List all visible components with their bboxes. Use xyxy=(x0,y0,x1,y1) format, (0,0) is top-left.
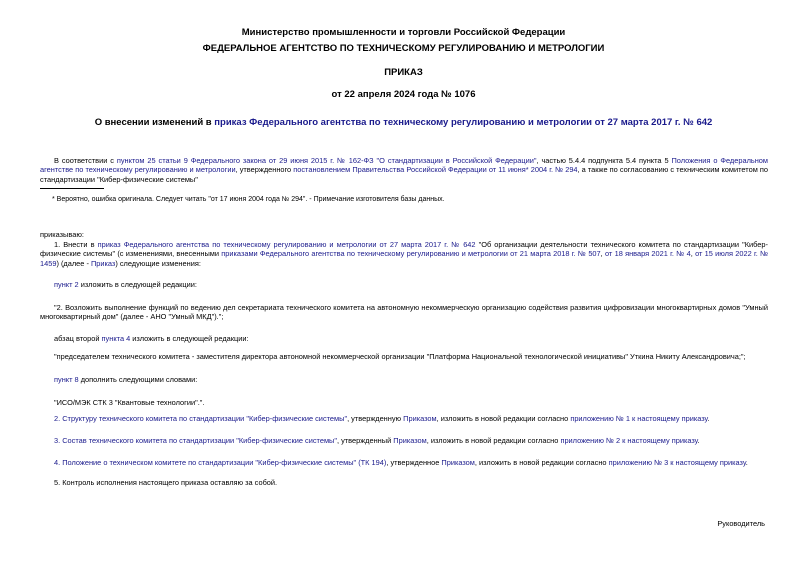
item3-link-prikaz[interactable]: Приказом xyxy=(393,436,427,445)
signature-title: Руководитель xyxy=(717,519,765,528)
sub-item-1 xyxy=(54,280,197,289)
item2-link-prikaz[interactable]: Приказом xyxy=(403,414,437,423)
footnote-divider xyxy=(40,188,104,189)
item-2 xyxy=(54,414,710,423)
item1-text-d: , xyxy=(690,249,696,259)
item4-link-prikaz[interactable]: Приказом xyxy=(441,458,475,467)
item3-text-b: , изложить в новой редакции согласно xyxy=(426,436,561,445)
item4-link-regulation[interactable]: 4. Положение о техническом комитете по стандартизации "Кибер-физические системы" (ТК 194) xyxy=(54,458,387,467)
doc-title xyxy=(0,117,807,128)
item1-text-b: "Об организации деятельности технического комитета по стандартизации "Кибер-физические системы" (с изменениями, внесенными xyxy=(40,240,768,259)
item1-text-a: 1. Внести в xyxy=(54,240,98,249)
intro-text-2: , частью 5.4.4 подпункта 5.4 пункта 5 xyxy=(536,156,672,165)
item3-link-composition[interactable]: 3. Состав технического комитета по стандартизации "Кибер-физические системы" xyxy=(54,436,337,445)
sub3-text: дополнить следующими словами: xyxy=(78,375,198,384)
item1-text-e: ) (далее - xyxy=(56,258,91,268)
doc-type: ПРИКАЗ xyxy=(384,67,423,78)
item2-link-structure[interactable]: 2. Структуру технического комитета по стандартизации "Кибер-физические системы" xyxy=(54,414,348,423)
sub2-link[interactable]: пункта 4 xyxy=(101,334,131,343)
item1-link-prikaz[interactable]: Приказ xyxy=(90,258,116,268)
item1-link-2022[interactable]: от 15 июля 2022 г. № 1459 xyxy=(40,249,769,268)
item2-text-b: , изложить в новой редакции согласно xyxy=(436,414,571,423)
intro-link-regulation[interactable]: Положения о Федеральном агентстве по техническому регулированию и метрологии xyxy=(40,156,768,175)
item-3 xyxy=(54,436,700,445)
item1-link-orders-2018[interactable]: приказами Федерального агентства по техническому регулированию и метрологии от 21 марта 2018 г. № 507 xyxy=(221,249,601,259)
item3-text-c: . xyxy=(697,436,700,445)
sub2-text-b: изложить в следующей редакции: xyxy=(130,334,249,343)
ministry-name: Министерство промышленности и торговли Российской Федерации xyxy=(241,27,566,38)
item3-text-a: , утвержденный xyxy=(336,436,394,445)
item4-text-c: . xyxy=(745,458,748,467)
sub1-text: изложить в следующей редакции: xyxy=(78,280,197,289)
item1-link-order[interactable]: приказ Федерального агентства по техническому регулированию и метрологии от 27 марта 2017 г. № 642 xyxy=(97,240,476,249)
intro-text-1: В соответствии с xyxy=(54,156,117,165)
item-5: 5. Контроль исполнения настоящего приказа оставляю за собой. xyxy=(54,478,278,487)
sub2-text-a: абзац второй xyxy=(54,334,102,343)
doc-title-link[interactable]: приказ Федерального агентства по техническому регулированию и метрологии от 27 марта 2017 г. № 642 xyxy=(214,117,713,128)
intro-link-law[interactable]: пунктом 25 статьи 9 Федерального закона от 29 июня 2015 г. № 162-ФЗ "О стандартизации в Российской Федерации" xyxy=(116,156,537,165)
intro-text-4: , а также по согласованию с техническим комитетом по стандартизации "Кибер-физические системы" xyxy=(40,165,768,184)
doc-date: от 22 апреля 2024 года № 1076 xyxy=(331,89,476,100)
doc-title-prefix: О внесении изменений в xyxy=(94,117,215,128)
item4-link-appendix[interactable]: приложению № 3 к настоящему приказу xyxy=(608,458,746,467)
item1-text-c: , xyxy=(600,249,605,259)
item2-text-a: , утвержденную xyxy=(347,414,404,423)
quote-2: "председателем технического комитета - заместителя директора автономной некоммерческой организации "Платформа Национальной технологической инициативы" Уткина Никиту Александровича;"; xyxy=(54,352,746,361)
intro-paragraph xyxy=(40,156,768,184)
sub1-link[interactable]: пункт 2 xyxy=(54,280,79,289)
item-1 xyxy=(40,240,768,268)
item2-text-c: . xyxy=(707,414,710,423)
item1-link-2021[interactable]: от 18 января 2021 г. № 4 xyxy=(604,249,691,259)
sub-item-3 xyxy=(54,375,197,384)
item2-link-appendix[interactable]: приложению № 1 к настоящему приказу xyxy=(570,414,708,423)
item1-text-f: ) следующие изменения: xyxy=(115,258,201,268)
intro-text-3: , утвержденного xyxy=(235,165,294,175)
sub3-link[interactable]: пункт 8 xyxy=(54,375,79,384)
item3-link-appendix[interactable]: приложению № 2 к настоящему приказу xyxy=(560,436,698,445)
item-4 xyxy=(54,458,748,467)
sub-item-2 xyxy=(54,334,249,343)
quote-3: "ИСО/МЭК СТК 3 "Квантовые технологии".". xyxy=(54,398,205,407)
agency-name: ФЕДЕРАЛЬНОЕ АГЕНТСТВО ПО ТЕХНИЧЕСКОМУ РЕГУЛИРОВАНИЮ И МЕТРОЛОГИИ xyxy=(202,43,605,54)
orders-label: приказываю: xyxy=(40,230,84,239)
item4-text-b: , изложить в новой редакции согласно xyxy=(474,458,609,467)
item4-text-a: , утвержденное xyxy=(386,458,442,467)
footnote: * Вероятно, ошибка оригинала. Следует читать "от 17 июня 2004 года № 294". - Примечание изготовителя базы данных. xyxy=(52,196,445,203)
quote-1: "2. Возложить выполнение функций по ведению дел секретариата технического комитета на автономную некоммерческую организацию содействия развития цифровизации многоквартирных домов "Умный многоквартирный дом" (далее - АНО "Умный МКД")."; xyxy=(40,303,768,322)
intro-link-resolution[interactable]: постановлением Правительства Российской Федерации от 11 июня* 2004 г. № 294 xyxy=(293,165,578,175)
